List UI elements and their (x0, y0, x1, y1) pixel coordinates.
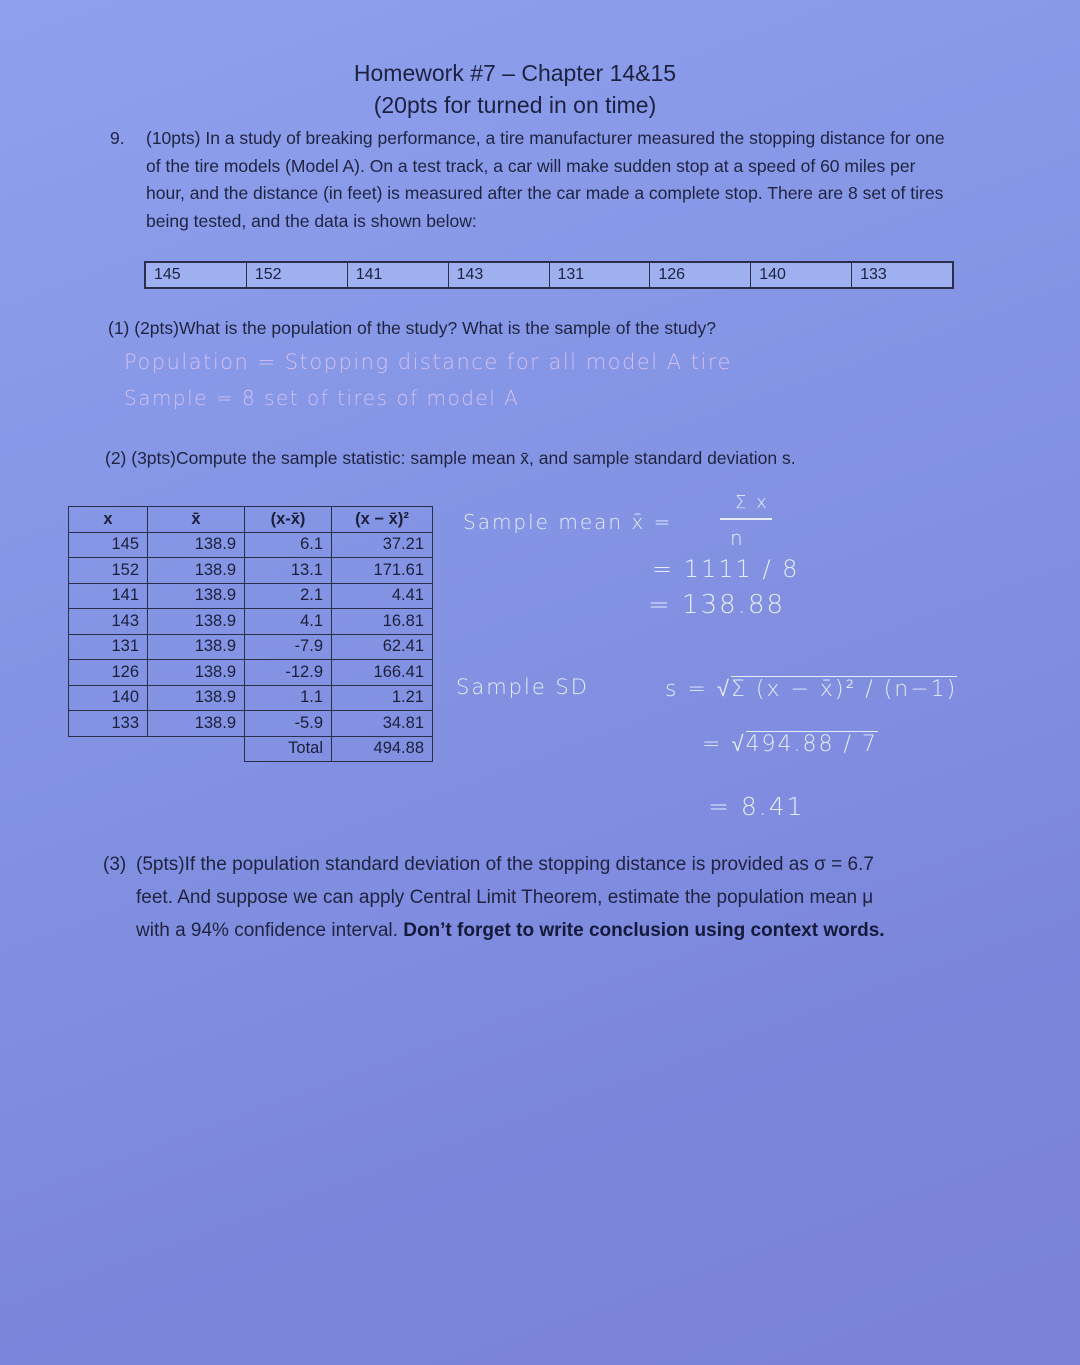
table-cell: -5.9 (245, 711, 332, 737)
column-header: (x − x̄)² (332, 507, 433, 533)
handwritten-sd-formula (665, 676, 957, 702)
table-cell: 133 (69, 711, 148, 737)
table-row (69, 711, 433, 737)
table-cell: 171.61 (332, 558, 433, 584)
handwritten-mean-step1: = 1111 / 8 (652, 555, 800, 583)
question-3-line-3 (103, 914, 1003, 947)
total-value: 494.88 (332, 736, 433, 762)
table-cell: 138.9 (148, 634, 245, 660)
sd-formula-body: Σ (x − x̄)² / (n−1) (730, 677, 958, 702)
data-cell: 126 (650, 263, 751, 287)
data-cell: 145 (146, 263, 247, 287)
table-row (69, 660, 433, 686)
table-cell: 34.81 (332, 711, 433, 737)
handwritten-sd-label: Sample SD (456, 675, 589, 699)
table-cell: 138.9 (148, 583, 245, 609)
question-2: (2) (3pts)Compute the sample statistic: sample mean x̄, and sample standard deviation s. (105, 448, 796, 468)
table-cell: 138.9 (148, 609, 245, 635)
handwritten-sd-step1 (702, 731, 878, 757)
table-row (69, 685, 433, 711)
question-3-label: (3) (103, 854, 127, 875)
handwritten-sd-result: = 8.41 (708, 792, 805, 821)
table-cell: 166.41 (332, 660, 433, 686)
table-cell: 13.1 (245, 558, 332, 584)
question-3-emphasis: Don’t forget to write conclusion using context words. (403, 920, 885, 941)
column-header: x̄ (148, 507, 245, 533)
question-3-line-3-text: with a 94% confidence interval. (136, 920, 398, 941)
question-3-line-1: (5pts)If the population standard deviation of the stopping distance is provided as σ = 6.7 (136, 854, 874, 875)
sd-step1-prefix: = (702, 732, 732, 757)
table-cell: 1.1 (245, 685, 332, 711)
problem-number: 9. (110, 128, 125, 148)
handwritten-mean-denominator: n (730, 526, 745, 550)
computation-table (68, 506, 433, 762)
data-cell: 141 (348, 263, 449, 287)
table-row (69, 583, 433, 609)
page-title: Homework #7 – Chapter 14&15 (353, 60, 677, 86)
table-row (69, 609, 433, 635)
table-cell: 37.21 (332, 532, 433, 558)
question-1: (1) (2pts)What is the population of the study? What is the sample of the study? (108, 318, 716, 338)
handwritten-mean-result: = 138.88 (648, 590, 786, 620)
sd-prefix: s = (665, 677, 717, 702)
table-cell: 143 (69, 609, 148, 635)
table-cell: 141 (69, 583, 148, 609)
table-cell: 138.9 (148, 711, 245, 737)
table-cell: 16.81 (332, 609, 433, 635)
table-row (69, 558, 433, 584)
table-cell: 140 (69, 685, 148, 711)
table-cell: 138.9 (148, 685, 245, 711)
table-cell: 138.9 (148, 558, 245, 584)
page-subtitle: (20pts for turned in on time) (373, 92, 657, 118)
table-cell: 1.21 (332, 685, 433, 711)
table-cell: 138.9 (148, 660, 245, 686)
table-cell: 2.1 (245, 583, 332, 609)
table-cell: 4.41 (332, 583, 433, 609)
sqrt-icon: √ (716, 677, 731, 702)
data-cell: 140 (751, 263, 852, 287)
table-cell: 6.1 (245, 532, 332, 558)
table-header-row (69, 507, 433, 533)
table-cell: 145 (69, 532, 148, 558)
column-header: (x-x̄) (245, 507, 332, 533)
table-total-row (69, 736, 433, 762)
table-cell: 4.1 (245, 609, 332, 635)
table-cell: -7.9 (245, 634, 332, 660)
handwritten-mean-numerator: Σ x (735, 492, 769, 513)
handwritten-population-answer: Population = Stopping distance for all model A tire (124, 350, 732, 374)
handwritten-mean-label: Sample mean x̄ = (463, 510, 673, 534)
total-label: Total (245, 736, 332, 762)
data-cell: 131 (550, 263, 651, 287)
data-cell: 152 (247, 263, 348, 287)
sqrt-icon: √ (731, 732, 746, 757)
table-cell: 131 (69, 634, 148, 660)
column-header: x (69, 507, 148, 533)
table-row (69, 634, 433, 660)
data-cell: 133 (860, 266, 887, 283)
table-cell: 62.41 (332, 634, 433, 660)
sd-step1-body: 494.88 / 7 (745, 732, 878, 757)
table-cell: 152 (69, 558, 148, 584)
data-table (144, 261, 954, 289)
question-3 (103, 848, 1003, 947)
problem-intro: (10pts) In a study of breaking performance, a tire manufacturer measured the stopping distance for one of the tire models (Model A). On a test track, a car will make sudden stop at a speed of 60 miles per hour, and the distance (in feet) is measured after the car made a complete stop. There are 8 set of tires being tested, and the data is shown below: (146, 128, 945, 231)
table-cell: 138.9 (148, 532, 245, 558)
table-cell: 126 (69, 660, 148, 686)
data-cell: 143 (449, 263, 550, 287)
question-3-line-2: feet. And suppose we can apply Central Limit Theorem, estimate the population mean μ (136, 887, 874, 908)
table-row (69, 532, 433, 558)
handwritten-sample-answer: Sample = 8 set of tires of model A (124, 386, 520, 410)
fraction-bar (720, 518, 772, 520)
table-cell: -12.9 (245, 660, 332, 686)
